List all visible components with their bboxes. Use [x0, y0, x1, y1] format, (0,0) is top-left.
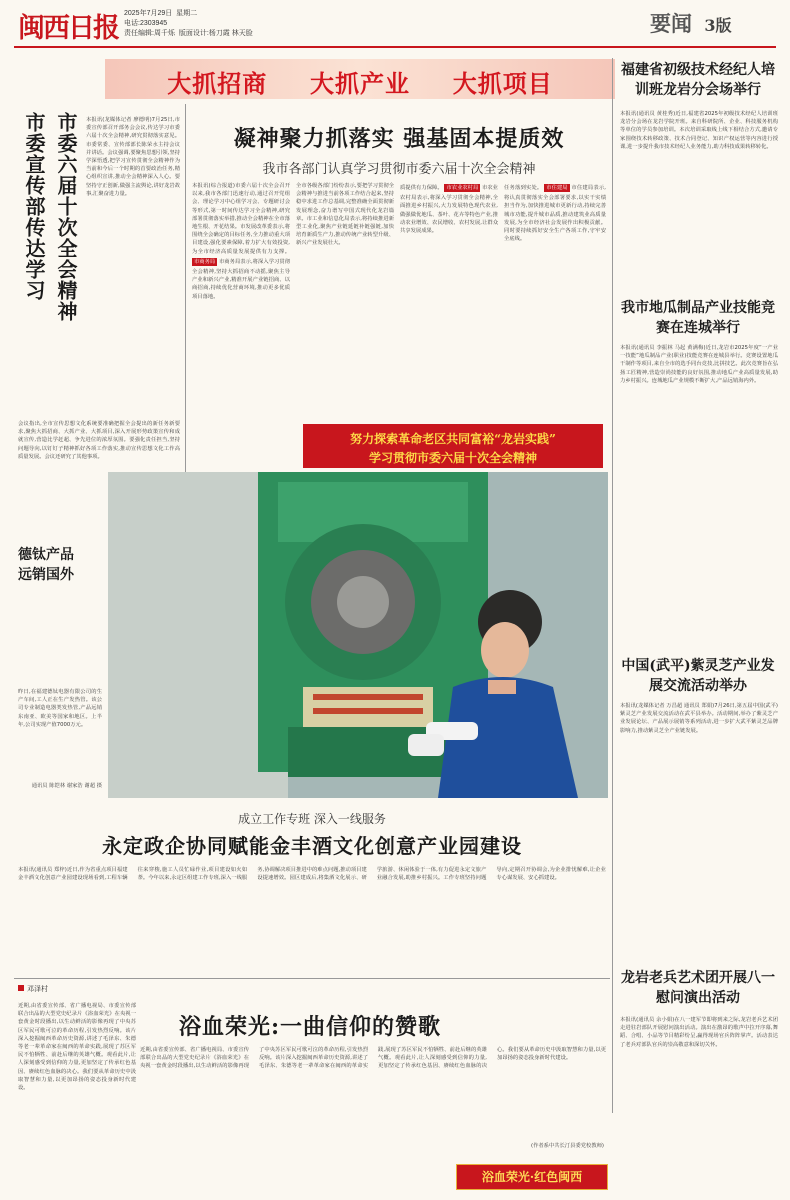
feature-col1b-text: 市商务局表示,将深入学习贯彻全会精神,坚持大抓招商不动摇,聚焦主导产业和新兴产业,精准开展产业链招商、以商招商,持续优化营商环境,推动更多优质项目落地。	[192, 258, 290, 300]
lead-vertical-title-1: 市委六届十次全会精神	[54, 112, 78, 322]
phone: 电话:2303945	[124, 20, 168, 27]
photo-story-credit: 通讯员 陈铠林 谢家浩 谢超 摄	[31, 783, 102, 789]
editor: 责任编辑:周千烁	[124, 30, 175, 37]
essay-author-name: 邓泽村	[27, 985, 48, 993]
lead-body: 会议指出,全市宣传思想文化系统要准确把握全会提出的新任务新要求,聚焦大抓招商、大抓产业、大抓项目,深入开展形势政策宣传和成就宣传,营造比学赶超、争先进位的浓厚氛围。要强化责任担当,坚持问题导向,以钉钉子精神抓好各项工作落实,推动宣传思想文化工作高质量发展。会议还研究了其他事项。	[18, 421, 180, 460]
essay-footer-badge	[456, 1164, 608, 1190]
feature-col-1	[192, 182, 290, 420]
slogan-line-1: 努力探索革命老区共同富裕“龙岩实践”	[350, 432, 556, 446]
lead-intro: 本报讯(龙媒体记者 廖德明)7月25日,市委宣传部召开部务会会议,传达学习市委六届十次全会精神,研究贯彻落实意见。市委常委、宣传部部长陈荣水主持会议并讲话。会议强调,要聚焦思想引领,坚持学深悟透,把学习宣传贯彻全会精神作为当前和今后一个时期的首要政治任务,精心组织宣讲,推动全会精神深入人心。要坚持守正创新,做强主流舆论,讲好龙岩故事,汇聚奋进力量。	[86, 117, 180, 197]
feature-title: 凝神聚力抓落实 强基固本提质效	[233, 126, 565, 152]
story2-title: 我市地瓜制品产业技能竞赛在连城举行	[621, 300, 775, 336]
feature-col-4	[504, 182, 606, 420]
page-number: 3版	[704, 16, 732, 35]
designer: 版面设计:杨刀霞 林天脸	[178, 30, 253, 37]
lead-vertical-title-2: 市委宣传部传达学习	[22, 112, 46, 301]
feature-col3b-text: 市农业农村局表示,将深入学习贯彻全会精神,全面推进乡村振兴,大力发展特色现代农业,做强做优地瓜、茶叶、花卉等特色产业,推动农业增效、农民增收、农村发展,让群众共享发展成果。	[400, 185, 498, 235]
essay-body: 近期,由省委宣传部、省广播电视局、市委宣传部联合出品的大型党史纪录片《浴血荣光》在央视一套黄金时段播出,以生动鲜活的影像再现了中央苏区军民可歌可泣的革命历程,引发热烈反响。该片深入挖掘闽西革命历史资源,讲述了毛泽东、朱德等老一辈革命家在闽西的革命实践,展现了苏区军民不怕牺牲、前赴后继的英雄气概。观看此片,让人深刻感受到信仰的力量,更加坚定了传承红色基因、赓续红色血脉的决心。我们要从革命历史中汲取智慧和力量,以更加昂扬的姿态投身新时代建设。	[18, 1003, 136, 1092]
issue-info	[124, 9, 253, 39]
factory-photo	[108, 472, 608, 798]
story3-body: 本报讯(龙媒体记者 万昌超 通讯员 郑娟)7月26日,第五届中国(武平)紫灵芝产业发展交流活动在武平县举办。活动期间,举办了紫灵芝产业发展论坛、产品展示展销等系列活动,进一步扩大武平紫灵芝品牌影响力,推动紫灵芝全产业链发展。	[620, 703, 778, 734]
feature-col-3	[400, 182, 498, 420]
newspaper-logo: 闽西日报	[18, 13, 118, 44]
lead-divider	[185, 104, 186, 534]
banner-slogans	[105, 64, 615, 99]
feature-tag-1: 市商务局	[194, 258, 216, 265]
essay-body-columns: 近期,由省委宣传部、省广播电视局、市委宣传部联合出品的大型党史纪录片《浴血荣光》在央视一套黄金时段播出,以生动鲜活的影像再现了中央苏区军民可歌可泣的革命历程,引发热烈反响。该片深入挖掘闽西革命历史资源,讲述了毛泽东、朱德等老一辈革命家在闽西的革命实践,展现了苏区军民不怕牺牲、前赴后继的英雄气概。观看此片,让人深刻感受到信仰的力量,更加坚定了传承红色基因、赓续红色血脉的决心。我们要从革命历史中汲取智慧和力量,以更加昂扬的姿态投身新时代建设。	[140, 1047, 606, 1070]
feature-tag-2: 市农业农村局	[446, 185, 479, 191]
story1-body: 本报讯(通讯员 黄桂秀)近日,福建省2025年初级技术经纪人培训班龙岩分会场在龙岩学院开班。来自科研院所、企业、科技服务机构等单位的学员参加培训。本次培训采取线上线下相结合方式,邀请专家围绕技术转移政策、技术合同登记、知识产权运营等内容进行授课,进一步提升我市技术经纪人业务能力,助力科技成果转移转化。	[620, 111, 778, 150]
cppcc-divider	[14, 978, 610, 979]
issue-date: 2025年7月29日	[124, 10, 173, 17]
banner-slogan-1: 大抓招商	[167, 69, 268, 98]
section-label	[650, 8, 731, 38]
story2-body: 本报讯(通讯员 李振林 马起 黄满梅)近日,龙岩市2025年度“一产业一技能”地瓜制品产业(职业)技能竞赛在连城县举行。竞赛设置地瓜干制作等项目,来自全市的选手同台竞技,比拼技艺。此次竞赛旨在弘扬工匠精神,营造崇尚技能的良好氛围,推动地瓜产业高质量发展,助力乡村振兴。连城地瓜产业规模不断扩大,产品远销海内外。	[620, 345, 778, 384]
slogan-line-2: 学习贯彻市委六届十次全会精神	[368, 451, 537, 465]
issue-weekday: 星期二	[176, 10, 198, 17]
feature-subtitle: 我市各部门认真学习贯彻市委六届十次全会精神	[262, 162, 536, 177]
story4-body: 本报讯(通讯员 余小娟)在八一建军节即将到来之际,龙岩老兵艺术团走进驻岩部队开展慰问演出活动。演出在激昂的歌声中拉开序幕,舞蹈、合唱、小品等节目精彩纷呈,赢得现场官兵阵阵掌声。活动表达了老兵对部队官兵的崇高敬意和深切关怀。	[620, 1017, 778, 1048]
feature-tag-3: 市住建局	[546, 185, 568, 191]
story3-title: 中国(武平)紫灵芝产业发展交流活动举办	[621, 658, 775, 694]
feature-col3-text: 质提供有力保障。	[400, 185, 443, 191]
banner-slogan-2: 大抓产业	[310, 69, 410, 98]
masthead-rule	[14, 46, 776, 48]
story4-title: 龙岩老兵艺术团开展八一慰问演出活动	[621, 970, 775, 1006]
banner	[105, 59, 615, 99]
masthead	[0, 0, 790, 52]
feature-col4-text: 任务落到实处。	[504, 185, 543, 191]
story1-title: 福建省初级技术经纪人培训班龙岩分会场举行	[621, 62, 775, 98]
author-marker	[18, 985, 24, 991]
section-name: 要闻	[650, 11, 692, 36]
essay-footer-badge-text: 浴血荣光·红色闽西	[481, 1170, 583, 1184]
cppcc-kicker: 成立工作专班 深入一线服务	[238, 812, 386, 826]
photo-story-caption: 昨日,在福建德钛电器有限公司的生产车间,工人正在生产发热管。该公司专业制造电器类发热管,产品远销东南亚、欧美等国家和地区。上半年,公司实现产值7000万元。	[18, 689, 102, 728]
essay-credit: (作者系中共长汀县委党校教师)	[480, 1142, 604, 1152]
factory-photo-illustration	[108, 472, 608, 798]
cppcc-body: 本报讯(通讯员 郑梓)近日,作为省重点项目福建金丰酒文化创意产业园建设现场看到,工程车辆往来穿梭,施工人员忙碌作业,项目建设如火如荼。今年以来,永定区组建工作专班,深入一线服务,协调解决项目推进中的难点问题,推动项目建设提速增效。园区建成后,将集酒文化展示、研学旅游、休闲体验于一体,有力促进永定文旅产业融合发展,助推乡村振兴。工作专班坚持问题导向,定期召开协调会,为企业排忧解难,让企业专心谋发展、安心抓建设。	[18, 867, 606, 882]
photo-story-title: 德钛产品 远销国外	[18, 547, 74, 583]
cppcc-title: 永定政企协同赋能金丰酒文化创意产业园建设	[102, 834, 522, 858]
slogan-box	[303, 424, 603, 468]
feature-col1-text: 本报讯(综合报道)市委六届十次全会召开以来,我市各部门迅速行动,通过召开党组会、理论学习中心组学习会、专题研讨会等形式,第一时间传达学习全会精神,研究部署贯彻落实举措,推动全会精神在全市落地生根、开花结果。市发展改革委表示,将围绕全会确定的目标任务,全力推动重大项目建设,强化要素保障,着力扩大有效投资,为全市经济高质量发展提供有力支撑。	[192, 183, 290, 255]
banner-slogan-3: 大抓项目	[452, 69, 553, 98]
feature-col4b-text: 市住建局表示,将认真贯彻落实全会部署要求,以实干实绩担当作为,加快推进城市更新行动,持续完善城市功能,提升城市品质,推动建筑业高质量发展,为全市经济社会发展作出积极贡献。同时要持续抓好安全生产各项工作,守牢安全底线。	[504, 185, 606, 243]
feature-col-2: 全市各级各部门纷纷表示,要把学习贯彻全会精神与推进当前各项工作结合起来,坚持稳中求进工作总基调,完整准确全面贯彻新发展理念,奋力谱写中国式现代化龙岩篇章。市工业和信息化局表示,将持续推进新型工业化,聚焦产业链延链补链强链,加快培育新质生产力,推动传统产业转型升级、新兴产业发展壮大。	[296, 183, 394, 247]
essay-title: 浴血荣光:一曲信仰的赞歌	[178, 1014, 442, 1040]
right-column-divider	[612, 58, 613, 1113]
essay-author	[18, 984, 48, 994]
